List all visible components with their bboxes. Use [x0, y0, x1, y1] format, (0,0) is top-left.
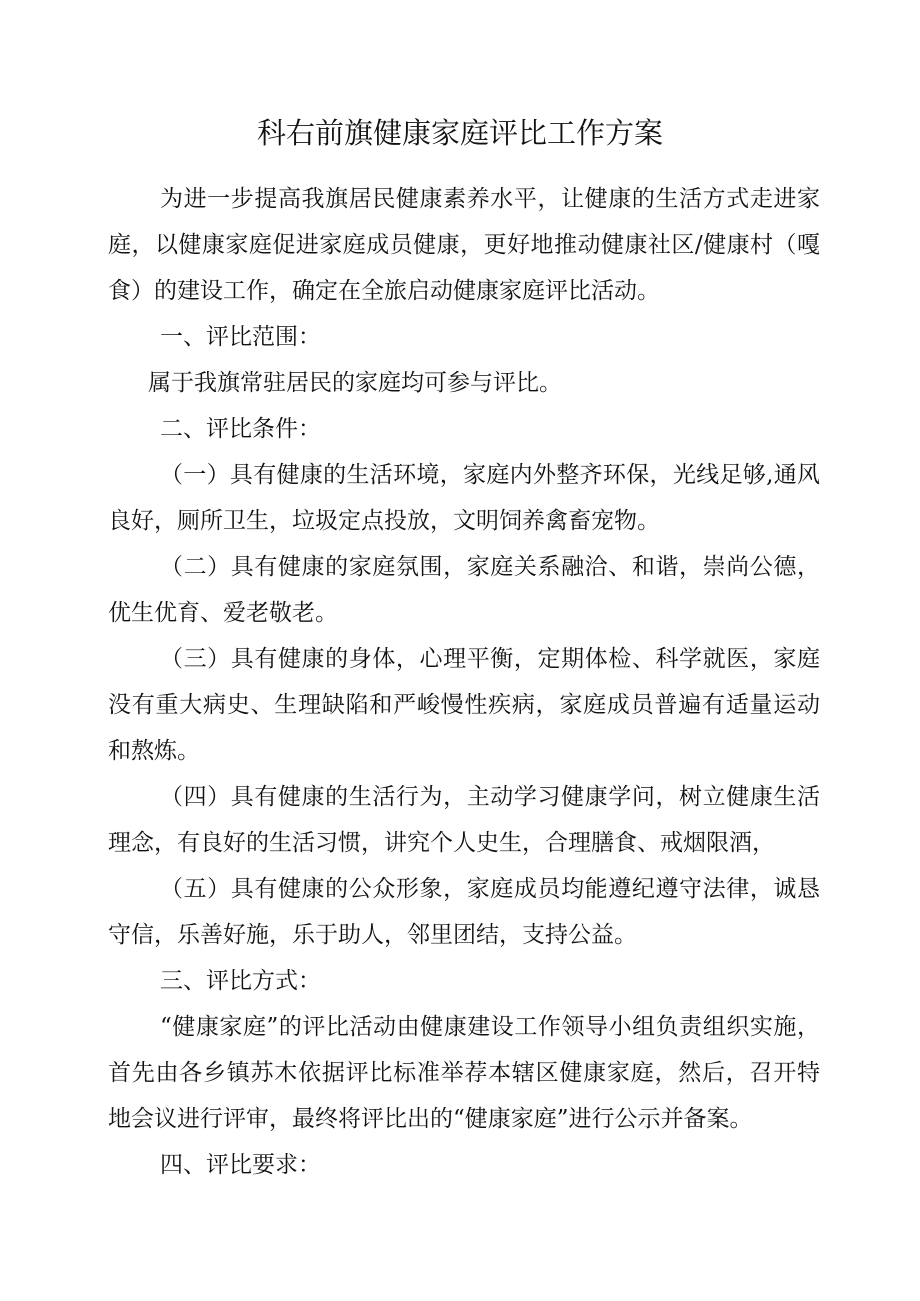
scope-paragraph: 属于我旗常驻居民的家庭均可参与评比。: [148, 370, 562, 396]
document-body: [108, 176, 820, 1188]
condition-paragraph-3: （三）具有健康的身体，心理平衡，定期体检、科学就医，家庭没有重大病史、生理缺陷和严峻慢性疾病，家庭成员普遍有适量运动和熬炼。: [108, 646, 820, 764]
section-heading-method: 三、评比方式：: [160, 968, 321, 994]
document-title: 科右前旗健康家庭评比工作方案: [256, 116, 663, 150]
intro-paragraph: 为进一步提高我旗居民健康素养水平，让健康的生活方式走进家庭，以健康家庭促进家庭成员健康，更好地推动健康社区/健康村（嘎食）的建设工作，确定在全旅启动健康家庭评比活动。: [108, 186, 820, 304]
condition-paragraph-4: （四）具有健康的生活行为，主动学习健康学问，树立健康生活理念，有良好的生活习惯，讲究个人史生，合理膳食、戒烟限酒，: [108, 784, 820, 856]
section-heading-conditions: 二、评比条件：: [160, 416, 321, 442]
condition-paragraph-5: （五）具有健康的公众形象，家庭成员均能遵纪遵守法律，诚恳守信，乐善好施，乐于助人，邻里团结，支持公益。: [108, 876, 820, 948]
section-heading-scope: 一、评比范围：: [160, 324, 321, 350]
section-heading-requirements: 四、评比要求：: [160, 1152, 321, 1178]
method-paragraph: “健康家庭”的评比活动由健康建设工作领导小组负责组织实施，首先由各乡镇苏木依据评比标准举荐本辖区健康家庭，然后，召开特地会议进行评审，最终将评比出的“健康家庭”进行公示并备案。: [108, 1014, 820, 1132]
condition-paragraph-2: （二）具有健康的家庭氛围，家庭关系融洽、和谐，崇尚公德，优生优育、爱老敬老。: [108, 554, 820, 626]
condition-paragraph-1: （一）具有健康的生活环境，家庭内外整齐环保，光线足够,通风良好，厕所卫生，垃圾定点投放，文明饲养禽畜宠物。: [108, 462, 820, 534]
